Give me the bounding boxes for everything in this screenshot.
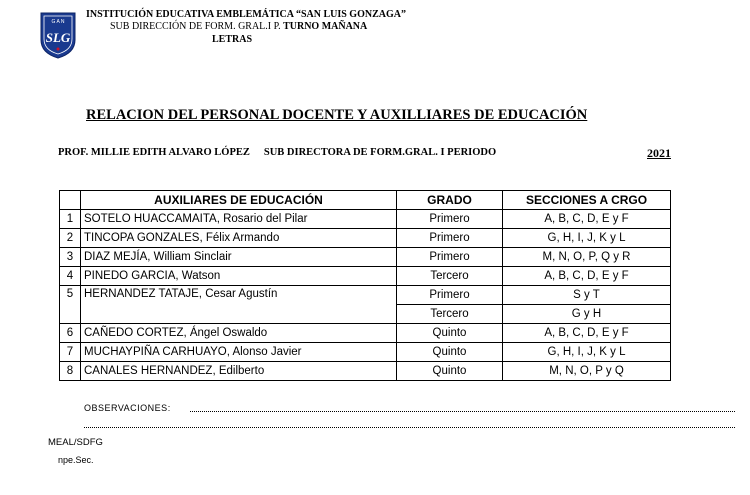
table-row [60,210,671,229]
row-num: 6 [60,324,81,343]
row-name: HERNANDEZ TATAJE, Cesar Agustín [81,286,397,324]
header-name: AUXILIARES DE EDUCACIÓN [81,191,397,210]
reference-initials: MEAL/SDFG [48,437,103,448]
professor-name: PROF. MILLIE EDITH ALVARO LÓPEZ [58,147,250,158]
row-grade: Primero [397,248,503,267]
row-num: 3 [60,248,81,267]
observations-line-2 [84,427,735,428]
row-num: 8 [60,362,81,381]
row-grade: Primero [397,229,503,248]
row-num: 7 [60,343,81,362]
row-sections: S y T [503,286,671,305]
header-num [60,191,81,210]
staff-table [59,190,671,381]
row-grade: Quinto [397,343,503,362]
row-grade: Quinto [397,362,503,381]
row-grade: Primero [397,210,503,229]
table-header-row [60,191,671,210]
row-name: PINEDO GARCIA, Watson [81,267,397,286]
row-num: 1 [60,210,81,229]
table-row [60,362,671,381]
row-name: CAÑEDO CORTEZ, Ángel Oswaldo [81,324,397,343]
table-row [60,343,671,362]
department-subtitle: LETRAS [212,34,253,45]
table-row [60,267,671,286]
row-sections: M, N, O, P, Q y R [503,248,671,267]
row-sections-second: G y H [503,305,671,324]
row-name: DIAZ MEJÍA, William Sinclair [81,248,397,267]
professor-line [58,147,496,158]
row-name: CANALES HERNANDEZ, Edilberto [81,362,397,381]
subdirection-shift: TURNO MAÑANA [283,21,368,32]
row-grade: Tercero [397,267,503,286]
subdirection-prefix: SUB DIRECCIÓN DE FORM. GRAL.I P. [110,21,284,32]
header-grade: GRADO [397,191,503,210]
institution-name: INSTITUCIÓN EDUCATIVA EMBLEMÁTICA “SAN LUIS GONZAGA” [86,9,406,20]
document-year: 2021 [647,146,671,160]
row-num: 4 [60,267,81,286]
row-grade: Primero [397,286,503,305]
table-row [60,286,671,305]
row-num: 2 [60,229,81,248]
secretary-initials: npe.Sec. [58,455,94,465]
row-sections: A, B, C, D, E y F [503,210,671,229]
document-title: RELACION DEL PERSONAL DOCENTE Y AUXILLIARES DE EDUCACIÓN [86,107,588,123]
row-sections: M, N, O, P y Q [503,362,671,381]
row-num: 5 [60,286,81,324]
subdirection-line [110,21,367,32]
table-row [60,229,671,248]
school-logo-icon [38,10,78,60]
observations-label: OBSERVACIONES: [84,403,171,413]
row-sections: G, H, I, J, K y L [503,343,671,362]
observations-line-1 [190,411,735,412]
row-grade: Quinto [397,324,503,343]
header-sections: SECCIONES A CRGO [503,191,671,210]
logo-text: SLG [45,30,71,45]
row-sections: A, B, C, D, E y F [503,324,671,343]
row-sections: G, H, I, J, K y L [503,229,671,248]
row-sections: A, B, C, D, E y F [503,267,671,286]
table-row [60,324,671,343]
row-name: TINCOPA GONZALES, Félix Armando [81,229,397,248]
row-name: SOTELO HUACCAMAITA, Rosario del Pilar [81,210,397,229]
professor-role: SUB DIRECTORA DE FORM.GRAL. I PERIODO [263,147,497,158]
table-row [60,248,671,267]
row-grade-second: Tercero [397,305,503,324]
row-name: MUCHAYPIÑA CARHUAYO, Alonso Javier [81,343,397,362]
logo-arc-text: G A N [51,19,65,25]
